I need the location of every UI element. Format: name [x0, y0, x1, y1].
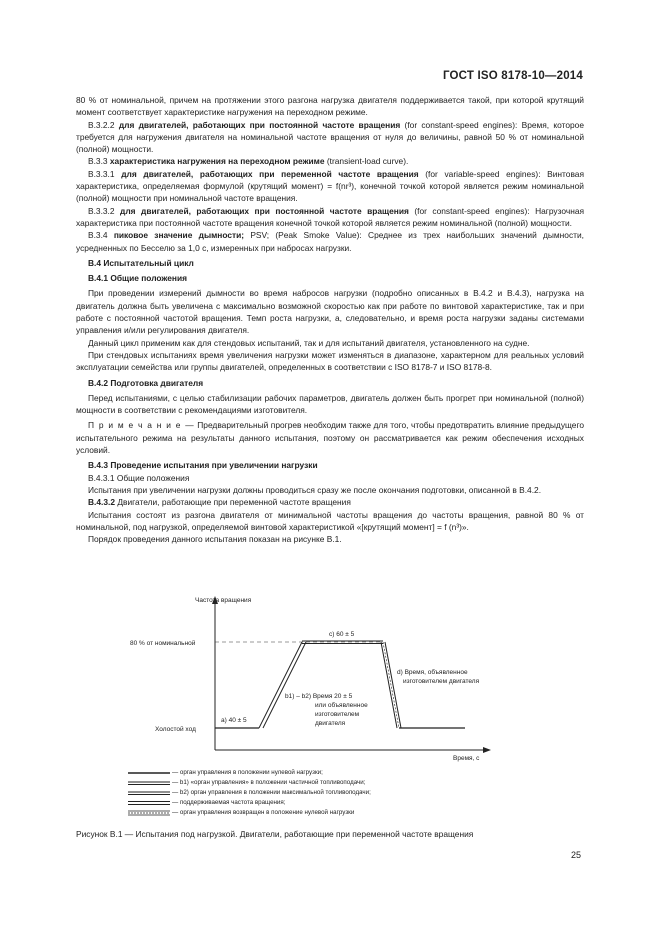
legend-line-solid: [128, 770, 172, 776]
segment-b-label: изготовителем: [315, 711, 360, 718]
ramp-down-line-1: [381, 642, 397, 728]
clause-number: В.3.3.1: [88, 168, 115, 179]
legend-line-double: [128, 800, 172, 806]
paragraph: [76, 168, 584, 205]
note-label: П р и м е ч а н и е —: [88, 420, 195, 431]
clause-number: В.3.4: [88, 230, 108, 241]
page-number: 25: [570, 850, 581, 860]
clause-number: В.3.3: [88, 156, 108, 167]
document-header: ГОСТ ISO 8178-10—2014: [442, 70, 583, 82]
section-heading: В.4 Испытательный цикл: [88, 257, 194, 268]
term: для двигателей, работающих при постоянной частоте вращения: [118, 119, 401, 130]
section-heading: В.4.2 Подготовка двигателя: [88, 377, 204, 388]
subsection-title: Двигатели, работающие при переменной частоте вращения: [115, 497, 351, 508]
segment-c-label: с) 60 ± 5: [329, 631, 355, 638]
y-axis-label: Частота вращения: [195, 597, 252, 604]
paragraph: [76, 155, 584, 167]
legend-text: — орган управления возвращен в положение нулевой нагрузки: [172, 809, 355, 816]
term: пиковое значение дымности;: [113, 230, 245, 241]
segment-d-label: изготовителем двигателя: [403, 678, 480, 685]
clause-number: В.4.3.2: [88, 497, 116, 508]
subsection-heading: В.4.3.1 Общие положения: [88, 472, 190, 483]
segment-d-label: d) Время, объявленное: [397, 669, 468, 676]
paragraph: Перед испытаниями, с целью стабилизации рабочих параметров, двигатель должен быть прогрет при номинальной (полной) мощности в соответствии с рекомендациями изготовителя.: [76, 392, 584, 416]
paragraph: Испытания состоят из разгона двигателя от минимальной частоты вращения до частоты вращения, равной 80 % от номинальной, под нагрузкой, определяемой винтовой характеристикой «[крутящий момент] = f (n³)».: [76, 509, 584, 532]
paragraph: Испытания при увеличении нагрузки должны проводиться сразу же после окончания подготовки, описанной в В.4.2.: [88, 484, 542, 495]
ramp-up-line-2: [263, 642, 306, 728]
legend-text: — поддерживаемая частота вращения;: [172, 799, 286, 806]
section-heading: В.4.3 Проведение испытания при увеличении нагрузки: [88, 460, 318, 471]
legend-text: — b2) орган управления в положении максимальной топливоподачи;: [172, 789, 371, 796]
clause-number: В.3.2.2: [88, 119, 115, 130]
legend-line-double: [128, 790, 172, 796]
main-content: [76, 94, 584, 545]
note-text: Предварительный прогрев необходим также для того, чтобы предотвратить влияние предыдущего испытательного режима на результаты данного испытания, поэтому он рассматривается как режим обеспечения исходных условий.: [76, 420, 584, 456]
definition: PSV; (Peak Smoke Value): Среднее из трех наибольших значений дымности, усредненных по Бесселю за 1,0 с, измеренных при набросах нагрузки.: [76, 230, 584, 253]
paragraph: [76, 119, 584, 156]
ramp-down-line-3: [383, 642, 399, 728]
paragraph: При стендовых испытаниях время увеличения нагрузки может изменяться в диапазоне, характерном для реальных условий эксплуатации семейства или группы двигателей, определенных в соответствии с ISO 8178-7 и ISO 8178-8.: [76, 349, 584, 373]
paragraph: 80 % от номинальной, причем на протяжении этого разгона нагрузка двигателя поддерживается такой, при которой крутящий момент соответствует характеристике нагружения на переходном режиме.: [76, 95, 584, 118]
paragraph: Порядок проведения данного испытания показан на рисунке В.1.: [88, 534, 342, 545]
term: для двигателей, работающих при постоянной частоте вращения: [120, 205, 409, 216]
legend-item: [128, 798, 371, 808]
term: для двигателей, работающих при переменной частоте вращения: [121, 168, 419, 179]
ramp-down-line-2: [385, 642, 401, 728]
legend-line-triple: [128, 810, 172, 816]
paragraph: При проведении измерений дымности во время набросов нагрузки (подробно описанных в В.4.2 и В.4.3), нагрузка на двигатель должна быть увеличена с максимально возможной скоростью как при работе по винтовой характеристике, так и при работе с постоянной частотой вращения. Темп роста нагрузки, а, следовательно, и время роста нагрузки заданы системами управления и/или регулирования двигателя.: [76, 288, 584, 336]
note: [76, 419, 584, 456]
definition: (transient-load curve).: [324, 156, 409, 167]
legend-text: — b1) «орган управления» в положении частичной топливоподачи;: [172, 779, 366, 786]
legend-line-double: [128, 780, 172, 786]
figure-caption: Рисунок В.1 — Испытания под нагрузкой. Двигатели, работающие при переменной частоте вращения: [76, 829, 474, 839]
clause-number: В.3.3.2: [88, 205, 115, 216]
level-80-label: 80 % от номинальной: [130, 640, 196, 647]
section-heading: В.4.1 Общие положения: [88, 273, 187, 284]
legend-item: [128, 778, 371, 788]
definition: (for constant-speed engines): Нагрузочная характеристика при постоянной частоте вращения конечной точкой которой является режим номинальной (полной) мощности.: [76, 205, 585, 228]
x-axis-arrow-icon: [483, 747, 491, 753]
definition: (for constant-speed engines): Время, которое требуется для нагружения двигателя на номинальной частоте вращения от нуля до величины, равной 50 % от номинальной (полной) мощности.: [76, 119, 584, 155]
segment-a-label: а) 40 ± 5: [221, 717, 247, 724]
paragraph: [76, 205, 584, 230]
paragraph: Данный цикл применим как для стендовых испытаний, так и для испытаний двигателя, установленного на судне.: [88, 337, 530, 348]
paragraph: [76, 229, 584, 254]
segment-b-label: двигателя: [315, 720, 346, 727]
legend-text: — орган управления в положении нулевой нагрузки;: [172, 769, 323, 776]
legend-item: [128, 808, 371, 818]
ramp-up-line-1: [259, 642, 302, 728]
segment-b-label: или объявленное: [315, 702, 368, 709]
figure-legend: [128, 768, 371, 818]
legend-item: [128, 788, 371, 798]
legend-item: [128, 768, 371, 778]
idle-label: Холостой ход: [155, 726, 196, 733]
term: характеристика нагружения на переходном режиме: [109, 156, 325, 167]
subsection-heading: [76, 496, 584, 508]
definition: (for variable-speed engines): Винтовая характеристика, определяемая формулой (крутящий момент) = f(nr³), конечной точкой которой является режим номинальной (полной) мощности при номинальной частоте вращения.: [76, 168, 584, 204]
x-axis-label: Время, с: [453, 755, 480, 762]
segment-b-label: b1) – b2) Время 20 ± 5: [285, 693, 353, 700]
